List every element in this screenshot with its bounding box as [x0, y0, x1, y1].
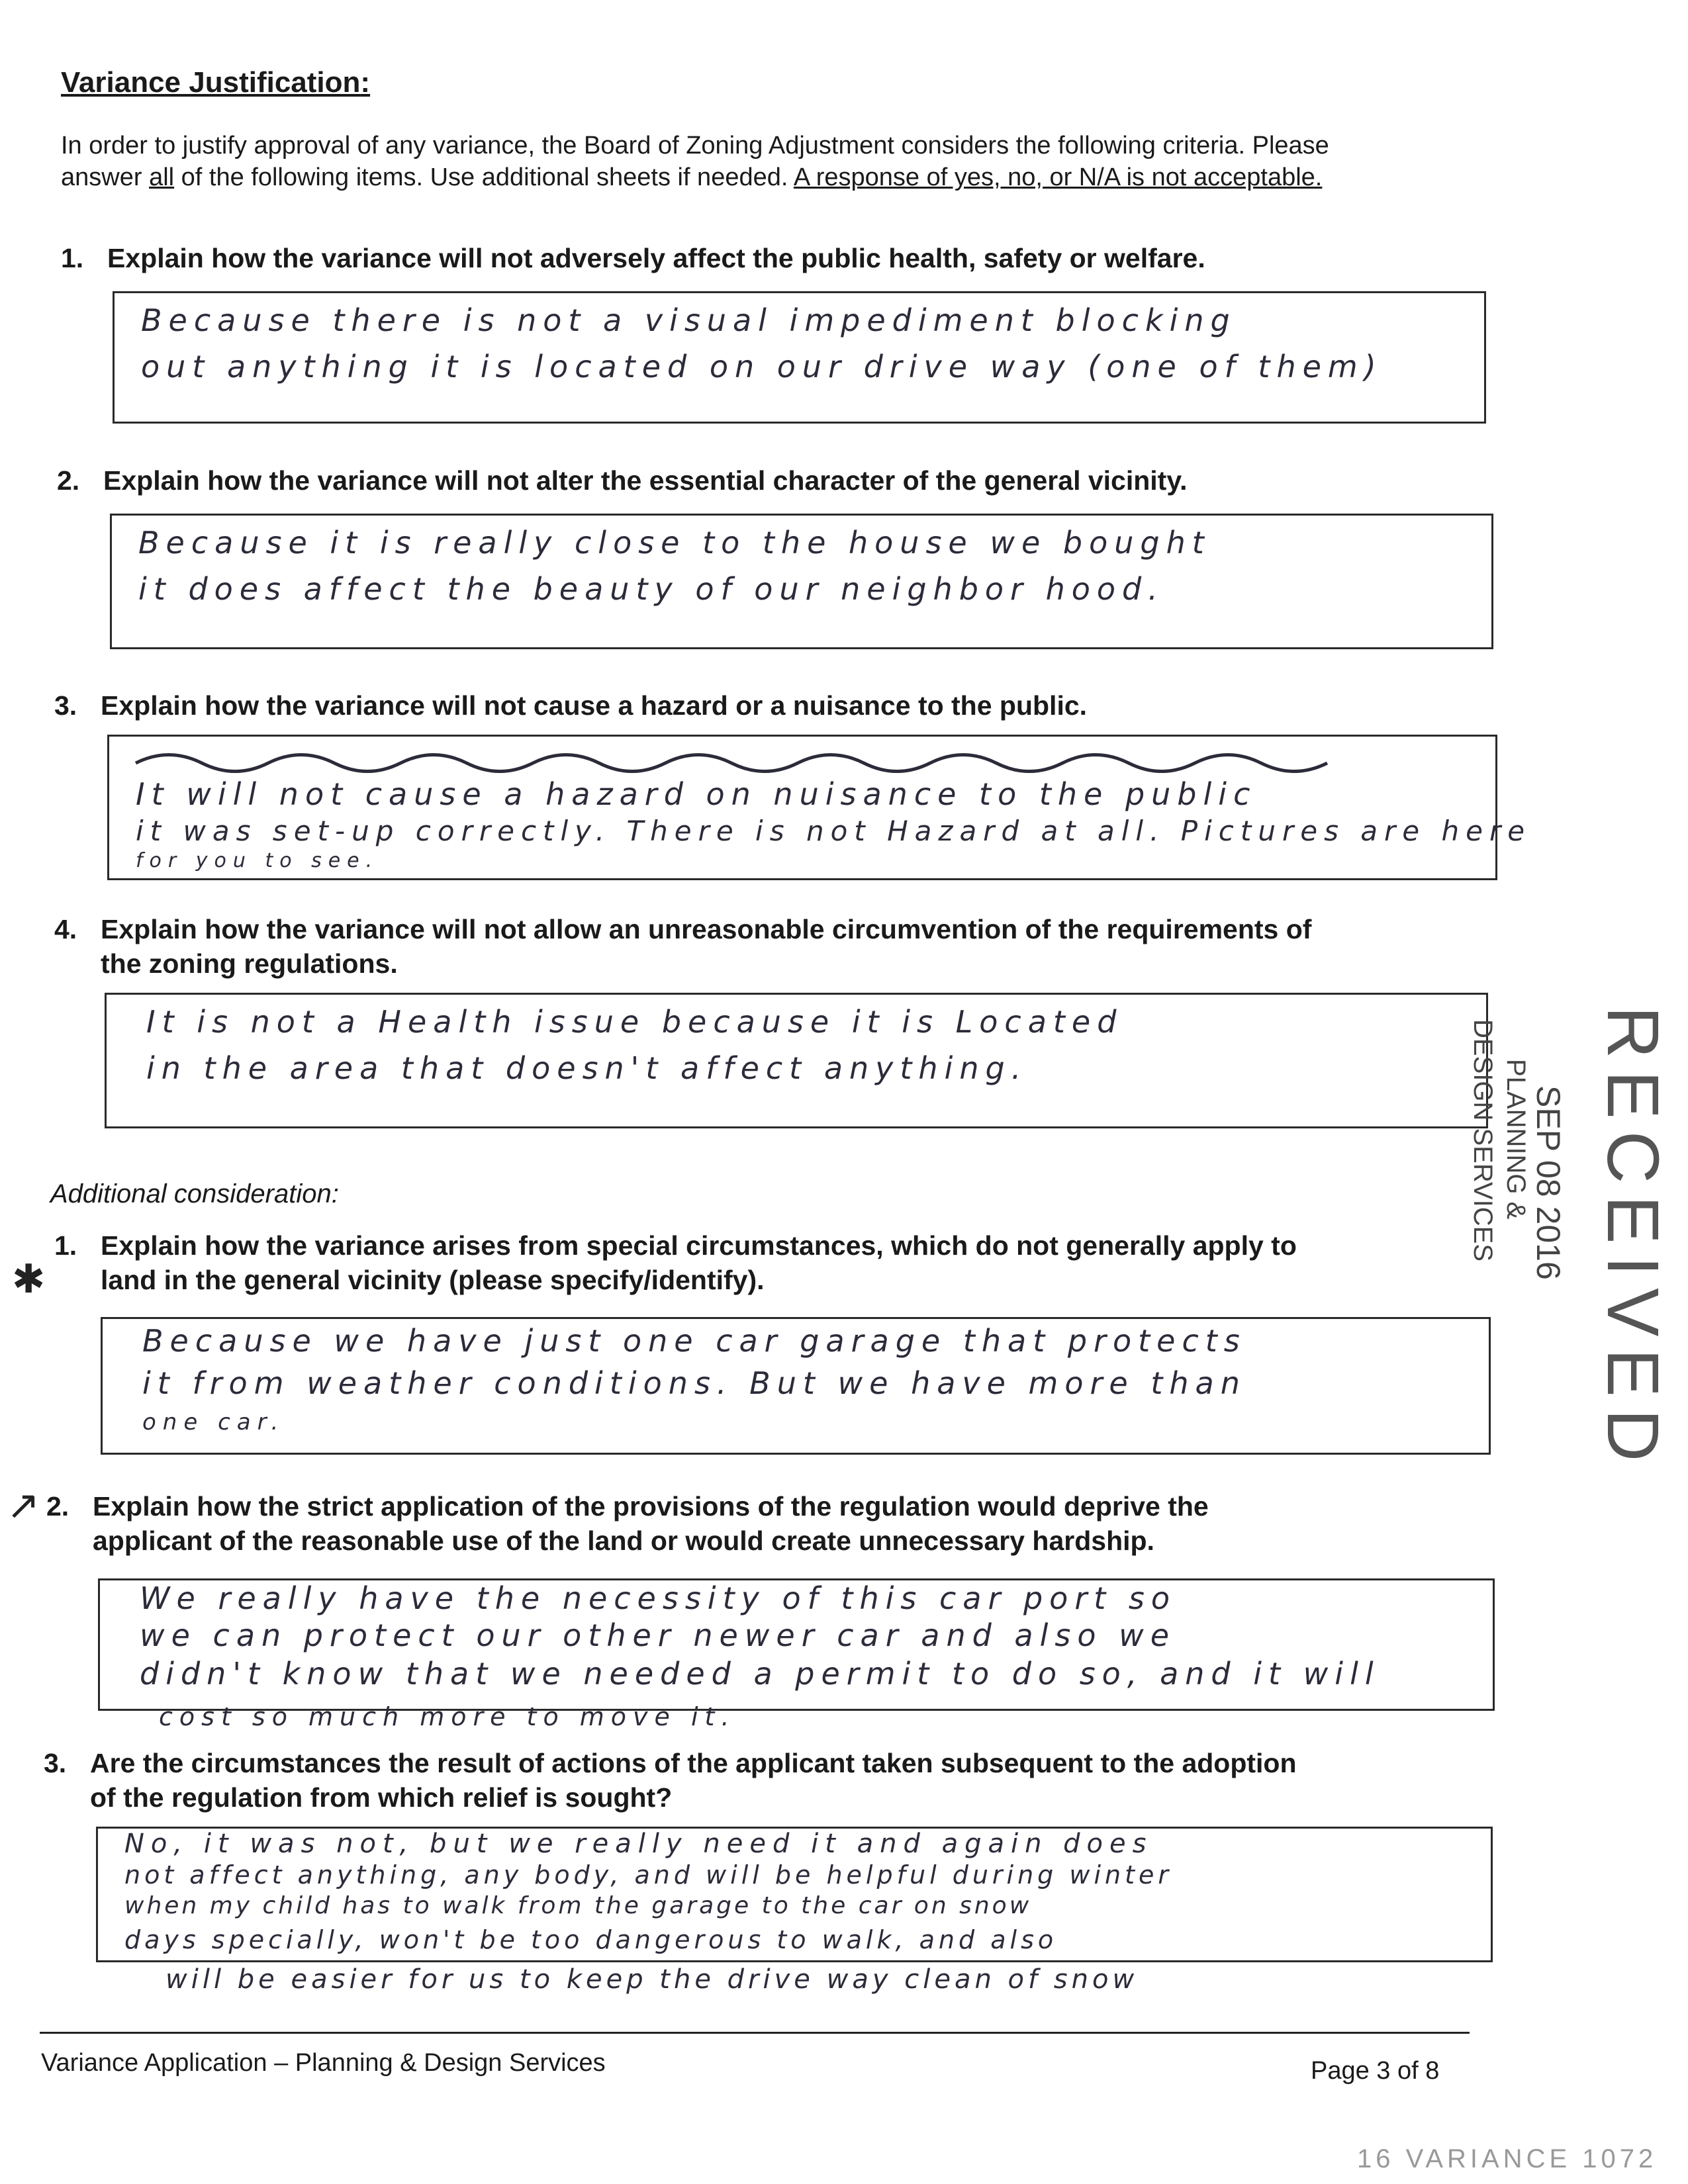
handwritten-answer-line: it does affect the beauty of our neighbor hood. [138, 571, 1164, 607]
handwritten-answer-line: didn't know that we needed a permit to do so, and it will [140, 1656, 1380, 1692]
additional-answer-box-1[interactable] [101, 1317, 1491, 1455]
handwritten-answer-overflow-line: will be easier for us to keep the drive way clean of snow [165, 1964, 1139, 1995]
intro-all-underlined: all [149, 163, 175, 191]
question-2 [57, 463, 1480, 498]
handwritten-answer-line: not affect anything, any body, and will be helpful during winter [124, 1860, 1173, 1889]
stamp-dept-line-1: PLANNING & [1501, 1059, 1530, 1220]
answer-box-2[interactable] [110, 514, 1493, 649]
intro-not-acceptable-note: A response of yes, no, or N/A is not acceptable. [793, 163, 1323, 191]
margin-arrow-mark: ↗ [7, 1483, 40, 1527]
intro-paragraph [61, 130, 1484, 193]
additional-question-1 [54, 1228, 1477, 1297]
question-number: 2. [57, 465, 80, 496]
answer-box-3[interactable] [107, 735, 1532, 880]
handwritten-answer-line: one car. [142, 1409, 285, 1435]
question-text: Explain how the variance will not allow an unreasonable circumvention of the requirements of [101, 914, 1312, 944]
handwritten-answer-line: out anything it is located on our drive way (one of them) [141, 349, 1383, 385]
additional-question-3 [44, 1746, 1480, 1815]
question-number: 3. [54, 690, 77, 721]
footer-title: Variance Application – Planning & Design Services [41, 2049, 606, 2077]
intro-line-1: In order to justify approval of any variance, the Board of Zoning Adjustment considers the following criteria. Please [61, 132, 1329, 159]
handwritten-answer-line: Because we have just one car garage that protects [142, 1323, 1246, 1359]
page-title [61, 66, 370, 99]
stamp-date: SEP 08 2016 [1530, 1085, 1567, 1280]
question-text-line-2: the zoning regulations. [101, 948, 398, 979]
question-number: 4. [54, 914, 77, 944]
stamp-dept-line-2: DESIGN SERVICES [1468, 1019, 1497, 1262]
additional-consideration-label: Additional consideration: [50, 1179, 339, 1208]
intro-text-a: answer [61, 163, 150, 191]
additional-answer-box-2[interactable] [98, 1578, 1495, 1711]
received-stamp: RECEIVED [1592, 1006, 1673, 1474]
question-text: Explain how the variance arises from special circumstances, which do not generally apply to [101, 1230, 1297, 1261]
handwritten-answer-overflow-line: cost so much more to move it. [159, 1702, 736, 1731]
title-colon: : [360, 66, 371, 99]
handwritten-answer-line: No, it was not, but we really need it and again does [124, 1829, 1153, 1859]
handwritten-answer-line: when my child has to walk from the garage to the car on snow [124, 1892, 1032, 1919]
intro-line-2 [61, 161, 1484, 193]
question-text-line-2: land in the general vicinity (please specify/identify). [101, 1265, 765, 1295]
question-text: Are the circumstances the result of actions of the applicant taken subsequent to the adoption [90, 1748, 1297, 1778]
case-number-stamp: 16 VARIANCE 1072 [1357, 2144, 1658, 2173]
handwritten-answer-line: it was set-up correctly. There is not Hazard at all. Pictures are here [136, 815, 1532, 847]
handwritten-answer-line: for you to see. [136, 849, 379, 872]
handwritten-answer-line: days specially, won't be too dangerous to walk, and also [124, 1925, 1058, 1954]
question-number: 1. [54, 1230, 77, 1261]
footer-divider [40, 2032, 1470, 2034]
question-1 [61, 241, 1484, 275]
handwritten-answer-line: It will not cause a hazard on nuisance to the public [136, 776, 1257, 812]
question-3 [54, 688, 1477, 723]
question-number: 1. [61, 243, 84, 273]
answer-box-4[interactable] [105, 993, 1488, 1128]
handwritten-answer-line: we can protect our other newer car and also we [140, 1617, 1176, 1653]
additional-question-2 [46, 1489, 1476, 1558]
question-text-line-2: of the regulation from which relief is sought? [90, 1782, 673, 1813]
question-number: 3. [44, 1748, 67, 1778]
question-text: Explain how the strict application of the provisions of the regulation would deprive the [93, 1491, 1209, 1522]
question-text-line-2: applicant of the reasonable use of the land or would create unnecessary hardship. [93, 1525, 1154, 1556]
page-number: Page 3 of 8 [1311, 2057, 1440, 2085]
handwritten-answer-line: in the area that doesn't affect anything. [146, 1050, 1028, 1086]
title-text: Variance Justification [61, 66, 361, 99]
handwritten-answer-line: Because there is not a visual impediment blocking [141, 302, 1237, 338]
question-number: 2. [46, 1491, 70, 1522]
handwritten-answer-line: it from weather conditions. But we have more than [142, 1365, 1246, 1401]
answer-box-1[interactable] [113, 291, 1486, 424]
additional-answer-box-3[interactable] [96, 1827, 1493, 1962]
handwritten-answer-line: We really have the necessity of this car port so [140, 1580, 1177, 1616]
question-text: Explain how the variance will not adversely affect the public health, safety or welfare. [107, 243, 1205, 273]
handwritten-answer-line: Because it is really close to the house we bought [138, 525, 1211, 561]
intro-text-b: of the following items. Use additional sheets if needed. [174, 163, 794, 191]
margin-asterisk-mark: ✱ [12, 1257, 46, 1301]
question-4 [54, 912, 1477, 981]
question-text: Explain how the variance will not alter the essential character of the general vicinity. [103, 465, 1188, 496]
handwritten-answer-line: It is not a Health issue because it is Located [146, 1004, 1123, 1040]
question-text: Explain how the variance will not cause a hazard or a nuisance to the public. [101, 690, 1088, 721]
